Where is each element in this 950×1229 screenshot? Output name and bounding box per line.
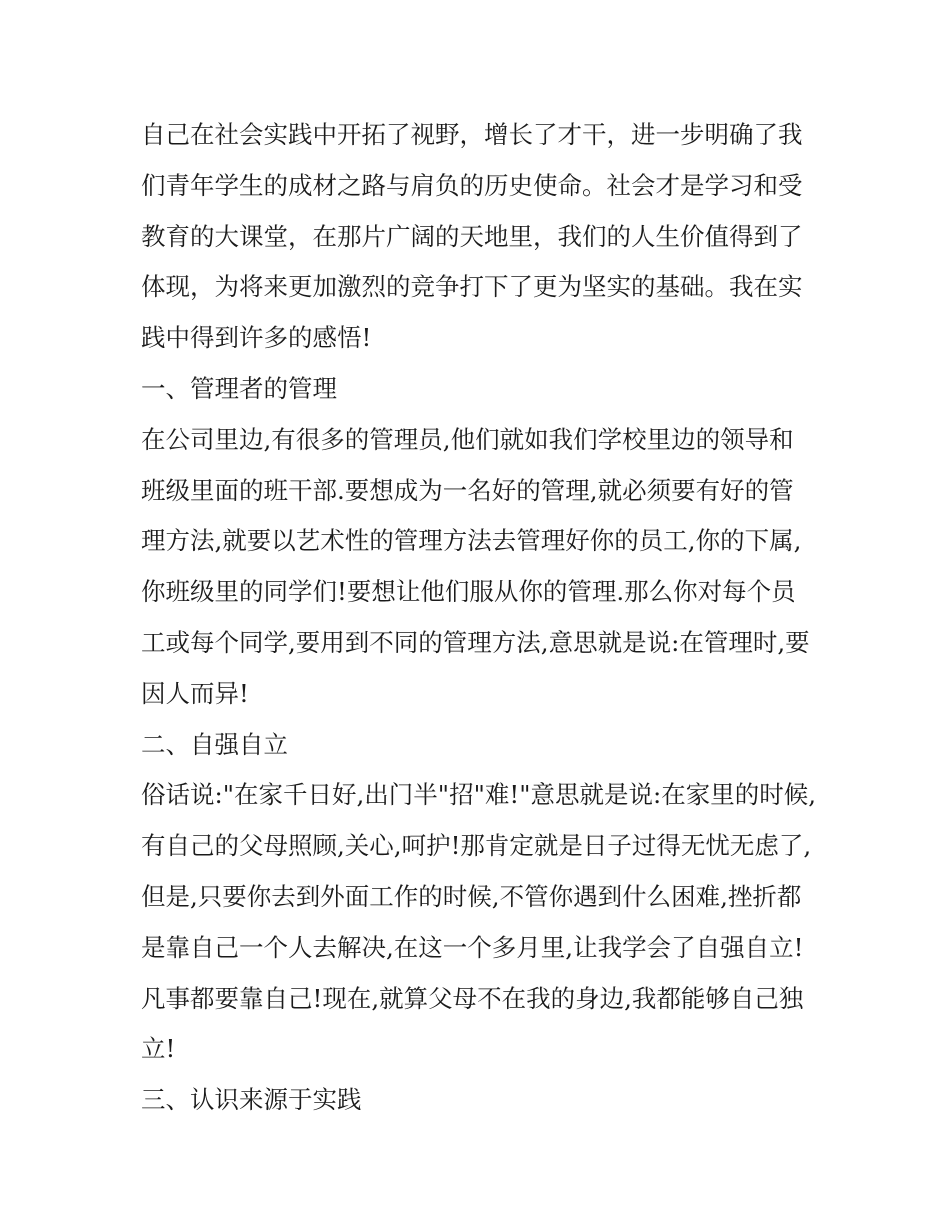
paragraph-2-line-5: 工或每个同学,要用到不同的管理方法,意思就是说:在管理时,要	[141, 627, 810, 657]
section-heading-2: 二、自强自立	[141, 729, 288, 759]
paragraph-2-line-6: 因人而异!	[141, 678, 249, 708]
paragraph-1-line-5: 践中得到许多的感悟!	[141, 323, 372, 353]
document-body	[141, 110, 821, 1126]
paragraph-3-line-3: 但是,只要你去到外面工作的时候,不管你遇到什么困难,挫折都	[141, 881, 802, 911]
paragraph-1-line-3: 教育的大课堂，在那片广阔的天地里，我们的人生价值得到了	[141, 221, 803, 251]
paragraph-3-line-4: 是靠自己一个人去解决,在这一个多月里,让我学会了自强自立!	[141, 932, 804, 962]
paragraph-3-line-6: 立!	[141, 1034, 176, 1064]
paragraph-1-line-1: 自己在社会实践中开拓了视野，增长了才干，进一步明确了我	[141, 120, 803, 149]
section-heading-1: 一、管理者的管理	[141, 373, 337, 403]
section-heading-3: 三、认识来源于实践	[141, 1085, 362, 1115]
paragraph-3-line-5: 凡事都要靠自己!现在,就算父母不在我的身边,我都能够自己独	[141, 983, 804, 1013]
paragraph-2-line-3: 理方法,就要以艺术性的管理方法去管理好你的员工,你的下属,	[141, 526, 802, 556]
paragraph-3-line-2: 有自己的父母照顾,关心,呵护!那肯定就是日子过得无忧无虑了,	[141, 831, 812, 861]
paragraph-1-line-2: 们青年学生的成材之路与肩负的历史使命。社会才是学习和受	[141, 170, 803, 200]
paragraph-2-line-2: 班级里面的班干部.要想成为一名好的管理,就必须要有好的管	[141, 475, 794, 505]
paragraph-2-line-1: 在公司里边,有很多的管理员,他们就如我们学校里边的领导和	[141, 424, 794, 454]
paragraph-1-line-4: 体现，为将来更加激烈的竞争打下了更为坚实的基础。我在实	[141, 272, 803, 302]
paragraph-3-line-1: 俗话说:"在家千日好,出门半"招"难!"意思就是说:在家里的时候,	[141, 780, 817, 810]
paragraph-2-line-4: 你班级里的同学们!要想让他们服从你的管理.那么你对每个员	[141, 577, 796, 607]
